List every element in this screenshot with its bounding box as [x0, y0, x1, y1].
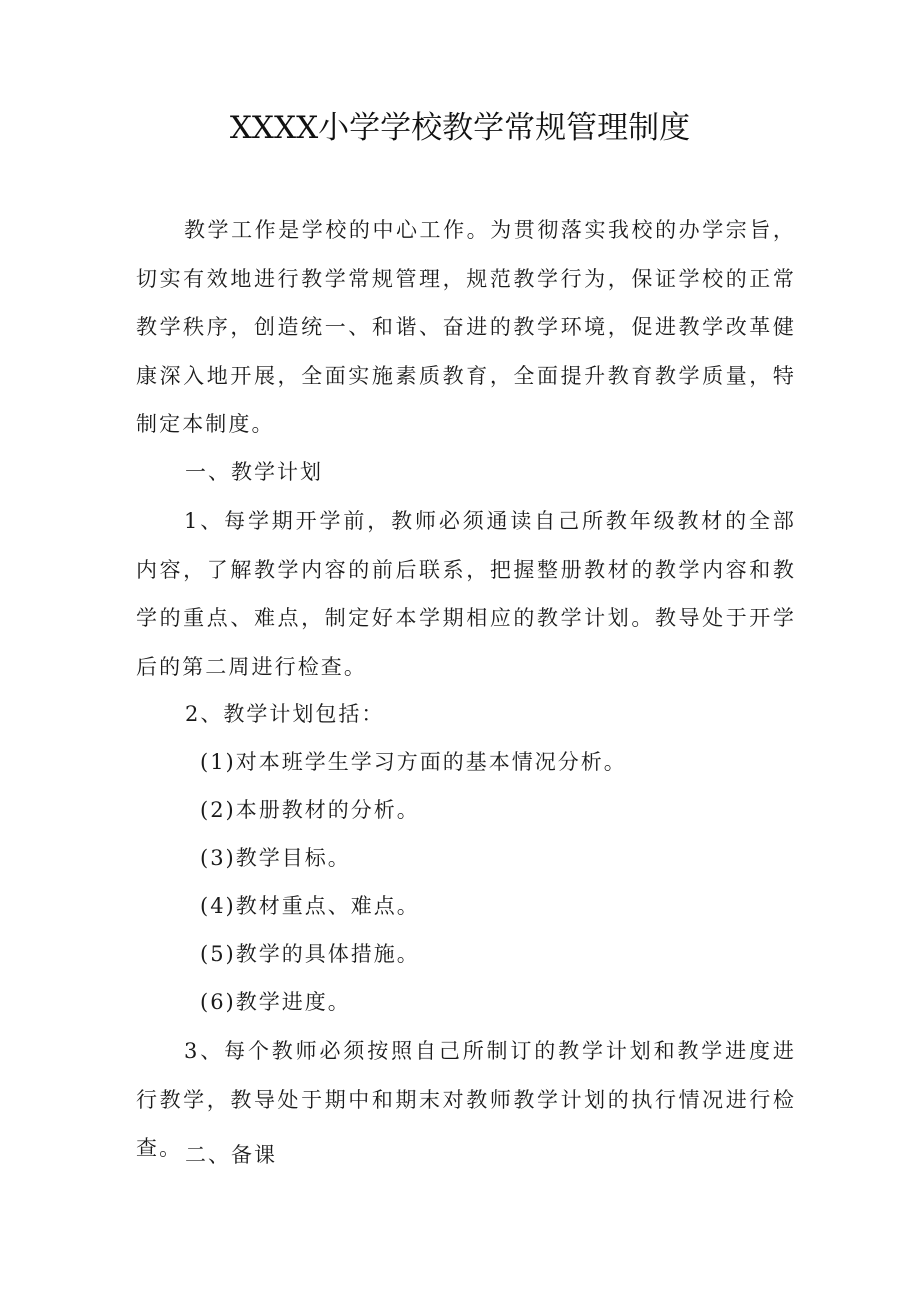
paragraph-plan-2: 2、教学计划包括：	[185, 702, 385, 726]
plan-item-4: (4)教材重点、难点。	[200, 894, 420, 918]
plan-item-2: (2)本册教材的分析。	[200, 798, 420, 822]
intro-paragraph: 教学工作是学校的中心工作。为贯彻落实我校的办学宗旨，切实有效地进行教学常规管理，规范教学行为，保证学校的正常教学秩序，创造统一、和谐、奋进的教学环境，促进教学改革健康深入地开展，全面实施素质教育，全面提升教育教学质量，特制定本制度。	[136, 218, 796, 436]
plan-item-1: (1)对本班学生学习方面的基本情况分析。	[200, 750, 627, 774]
document-title: XXXX小学学校教学常规管理制度	[229, 110, 691, 146]
plan-item-5: (5)教学的具体措施。	[200, 942, 420, 966]
paragraph-plan-1: 1、每学期开学前，教师必须通读自己所教年级教材的全部内容，了解教学内容的前后联系，把握整册教材的教学内容和教学的重点、难点，制定好本学期相应的教学计划。教导处于开学后的第二周进行检查。	[136, 509, 796, 679]
paragraph-plan-3: 3、每个教师必须按照自己所制订的教学计划和教学进度进行教学，教导处于期中和期末对教师教学计划的执行情况进行检查。	[136, 1039, 796, 1160]
plan-item-3: (3)教学目标。	[200, 846, 351, 870]
section-heading-lesson-prep: 二、备课	[185, 1143, 277, 1167]
section-heading-teaching-plan: 一、教学计划	[185, 460, 323, 484]
plan-item-6: (6)教学进度。	[200, 990, 351, 1014]
